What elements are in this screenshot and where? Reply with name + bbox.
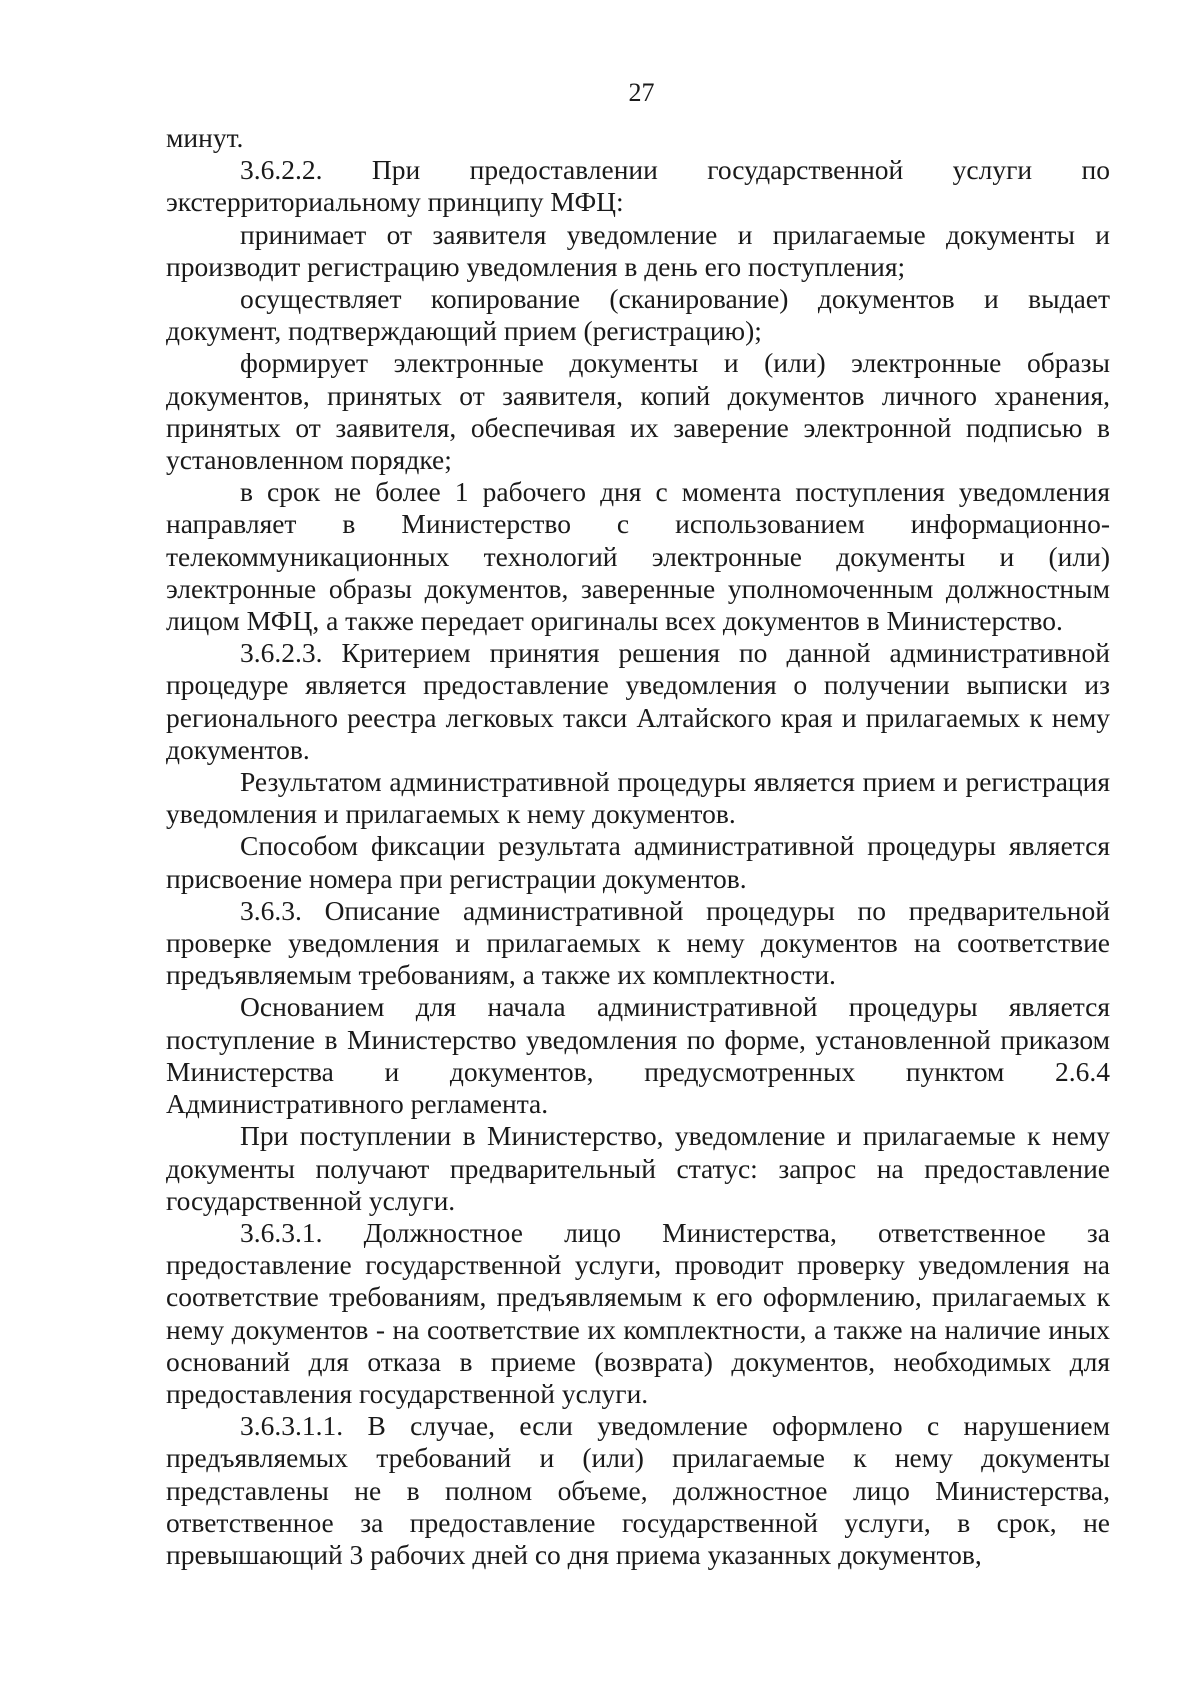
- paragraph: 3.6.3.1.1. В случае, если уведомление оформлено с нарушением предъявляемых требований и (или) прилагаемые к нему документы представлены не в полном объеме, должностное лицо Министерства, ответственное за предоставление государственной услуги, в срок, не превышающий 3 рабочих дней со дня приема указанных документов,: [166, 1410, 1110, 1570]
- paragraph: осуществляет копирование (сканирование) документов и выдает документ, подтверждающий прием (регистрацию);: [166, 283, 1110, 347]
- paragraph: 3.6.3. Описание административной процедуры по предварительной проверке уведомления и прилагаемых к нему документов на соответствие предъявляемым требованиям, а также их комплектности.: [166, 894, 1110, 991]
- paragraph: принимает от заявителя уведомление и прилагаемые документы и производит регистрацию уведомления в день его поступления;: [166, 218, 1110, 282]
- paragraph: 3.6.2.3. Критерием принятия решения по данной административной процедуре является предоставление уведомления о получении выписки из регионального реестра легковых такси Алтайского края и прилагаемых к нему документов.: [166, 637, 1110, 765]
- page-number: 27: [628, 78, 655, 107]
- paragraph: формирует электронные документы и (или) электронные образы документов, принятых от заявителя, копий документов личного хранения, принятых от заявителя, обеспечивая их заверение электронной подписью в установленном порядке;: [166, 347, 1110, 476]
- paragraph: в срок не более 1 рабочего дня с момента поступления уведомления направляет в Министерство с использованием информационно-телекоммуникационных технологий электронные документы и (или) электронные образы документов, заверенные уполномоченным должностным лицом МФЦ, а также передает оригиналы всех документов в Министерство.: [166, 476, 1110, 637]
- paragraph: минут.: [166, 122, 244, 153]
- paragraph: 3.6.2.2. При предоставлении государственной услуги по экстерриториальному принципу МФЦ:: [166, 154, 1110, 218]
- paragraph: Основанием для начала административной процедуры является поступление в Министерство уведомления по форме, установленной приказом Министерства и документов, предусмотренных пунктом 2.6.4 Административного регламента.: [166, 991, 1110, 1120]
- paragraph: Результатом административной процедуры является прием и регистрация уведомления и прилагаемых к нему документов.: [166, 766, 1110, 830]
- paragraph: 3.6.3.1. Должностное лицо Министерства, ответственное за предоставление государственной услуги, проводит проверку уведомления на соответствие требованиям, предъявляемым к его оформлению, прилагаемых к нему документов - на соответствие их комплектности, а также на наличие иных оснований для отказа в приеме (возврата) документов, необходимых для предоставления государственной услуги.: [166, 1216, 1110, 1409]
- document-body: [166, 122, 1110, 1571]
- paragraph: При поступлении в Министерство, уведомление и прилагаемые к нему документы получают предварительный статус: запрос на предоставление государственной услуги.: [166, 1120, 1110, 1216]
- paragraph: Способом фиксации результата административной процедуры является присвоение номера при регистрации документов.: [166, 830, 1110, 894]
